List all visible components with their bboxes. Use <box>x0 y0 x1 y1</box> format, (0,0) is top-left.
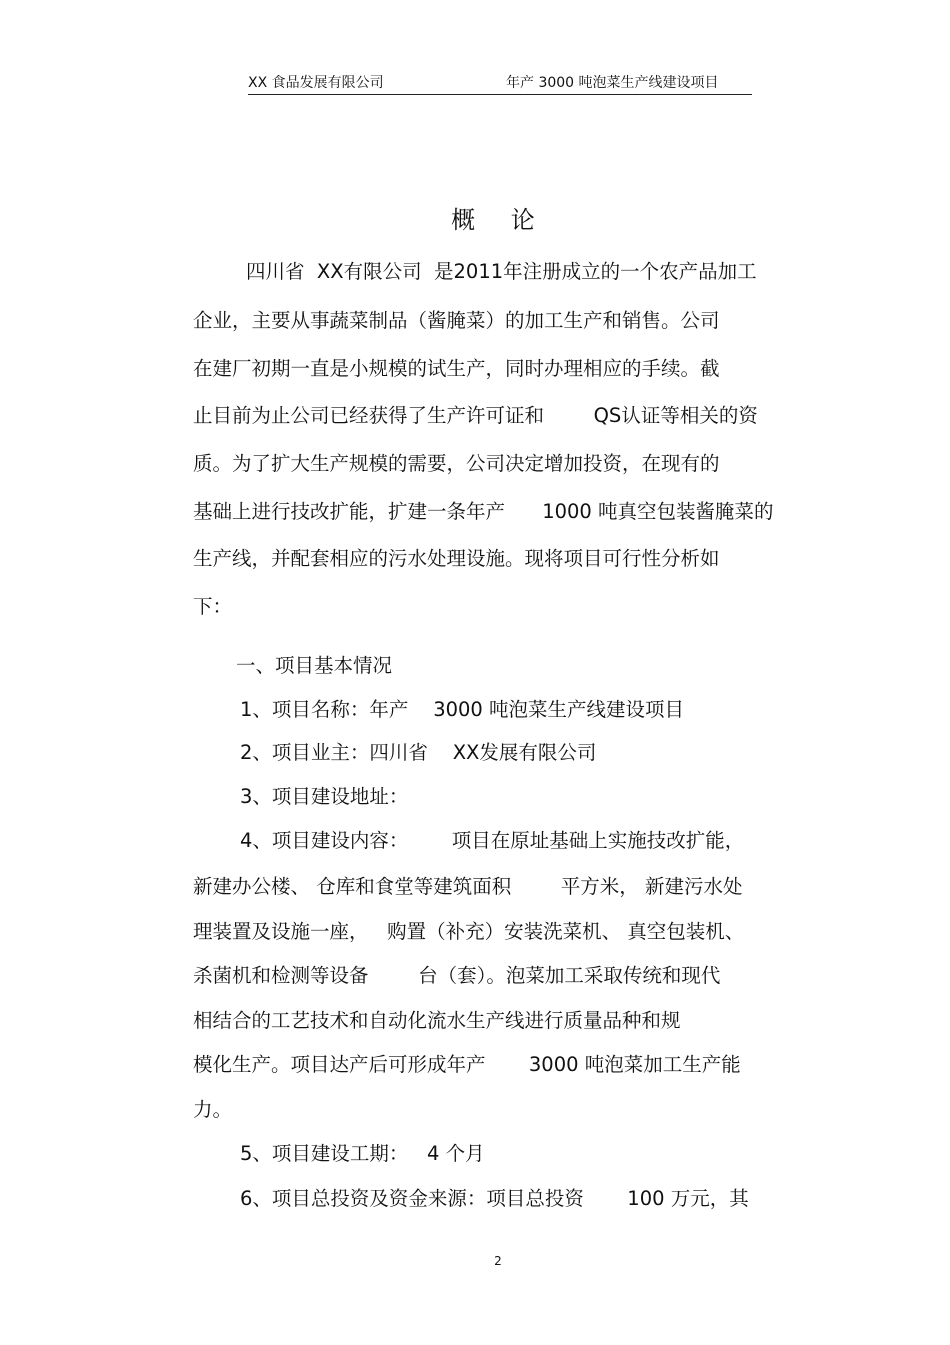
list-item: 2、项目业主：四川省 XX发展有限公司 <box>240 741 597 764</box>
paragraph-line: 下： <box>193 595 233 618</box>
paragraph-line: 力。 <box>193 1098 233 1121</box>
paragraph-line: 相结合的工艺技术和自动化流水生产线进行质量品种和规 <box>193 1009 681 1032</box>
paragraph-line: 杀菌机和检测等设备 台（套）。泡菜加工采取传统和现代 <box>193 964 721 987</box>
paragraph-line: 企业，主要从事蔬菜制品（酱腌菜）的加工生产和销售。公司 <box>193 309 720 332</box>
paragraph-line: 质。为了扩大生产规模的需要，公司决定增加投资，在现有的 <box>193 452 720 475</box>
header-project: 年产 3000 吨泡菜生产线建设项目 <box>506 75 719 91</box>
section-heading: 一、项目基本情况 <box>236 654 393 677</box>
paragraph-line: 止目前为止公司已经获得了生产许可证和 QS认证等相关的资 <box>193 404 758 427</box>
paragraph-line: 新建办公楼、 仓库和食堂等建筑面积 平方米， 新建污水处 <box>193 875 743 898</box>
page-number: 2 <box>494 1254 502 1268</box>
header-company: XX 食品发展有限公司 <box>248 75 384 91</box>
list-item: 3、项目建设地址： <box>240 785 409 808</box>
list-item: 5、项目建设工期： 4 个月 <box>240 1142 485 1165</box>
list-item: 1、项目名称：年产 3000 吨泡菜生产线建设项目 <box>240 698 685 721</box>
paragraph-line: 四川省 XX有限公司 是2011年注册成立的一个农产品加工 <box>246 260 757 283</box>
page-header <box>248 72 752 95</box>
paragraph-line: 生产线，并配套相应的污水处理设施。现将项目可行性分析如 <box>193 547 720 570</box>
paragraph-line: 模化生产。项目达产后可形成年产 3000 吨泡菜加工生产能 <box>193 1053 741 1076</box>
paragraph-line: 在建厂初期一直是小规模的试生产，同时办理相应的手续。截 <box>193 357 720 380</box>
list-item: 6、项目总投资及资金来源：项目总投资 100 万元，其 <box>240 1187 749 1210</box>
paragraph-line: 基础上进行技改扩能，扩建一条年产 1000 吨真空包装酱腌菜的 <box>193 500 774 523</box>
paragraph-line: 理装置及设施一座， 购置（补充）安装洗菜机、 真空包装机、 <box>193 920 745 943</box>
section-title: 概 论 <box>451 206 549 234</box>
list-item: 4、项目建设内容： 项目在原址基础上实施技改扩能， <box>240 829 745 852</box>
